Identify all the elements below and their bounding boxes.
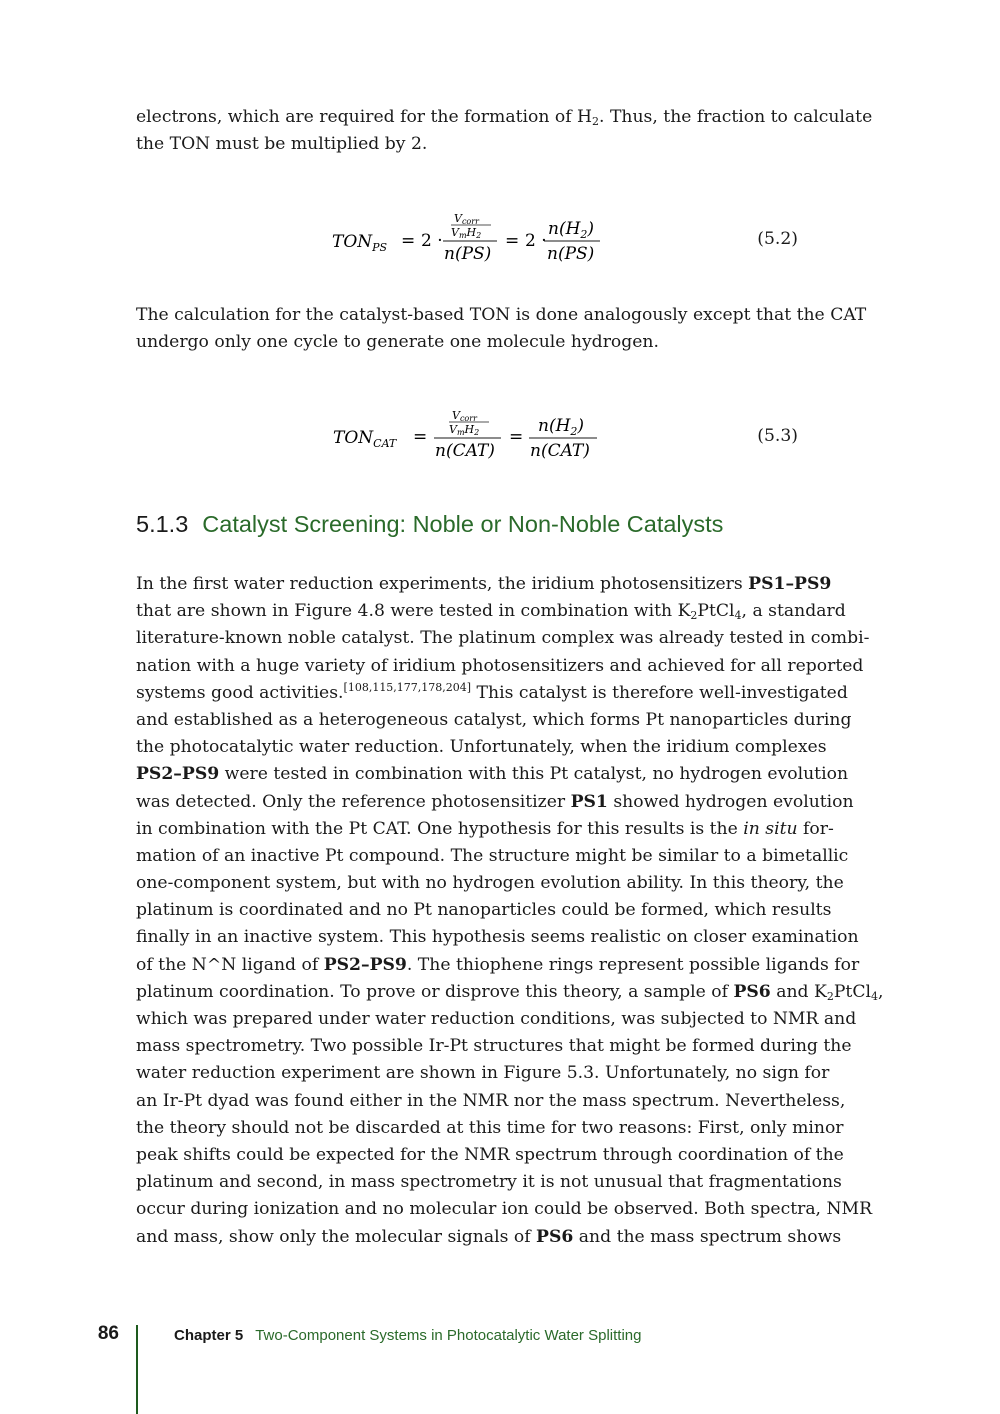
- text-line: peak shifts could be expected for the NMR spectrum through coordination of the: [136, 1144, 844, 1165]
- text-line: finally in an inactive system. This hypothesis seems realistic on closer examination: [136, 927, 859, 948]
- text-line: of the N^N ligand of PS2–PS9. The thiophene rings represent possible ligands for: [136, 954, 860, 975]
- middle-paragraph: [136, 302, 867, 356]
- eq-lhs: $TON_{CAT}$: [333, 428, 397, 450]
- eq-small-den: VmH2: [451, 226, 482, 240]
- eq-sign-2: =: [505, 231, 520, 251]
- equation-ton-ps-formula: [136, 205, 656, 275]
- text-line: platinum coordination. To prove or disprove this theory, a sample of PS6 and $K_2PtCl_4$,: [136, 981, 884, 1003]
- text-line: the photocatalytic water reduction. Unfortunately, when the iridium complexes: [136, 737, 827, 758]
- text-line: undergo only one cycle to generate one molecule hydrogen.: [136, 332, 659, 353]
- equation-ton-ps: [136, 205, 798, 275]
- text-line: electrons, which are required for the formation of $H_2$. Thus, the fraction to calculate: [136, 107, 873, 128]
- eq-small-den: VmH2: [449, 423, 480, 437]
- page-number: 86: [97, 1323, 119, 1344]
- main-paragraph: [136, 571, 884, 1251]
- text-line: and mass, show only the molecular signals of PS6 and the mass spectrum shows: [136, 1226, 842, 1247]
- text-line: the TON must be multiplied by 2.: [136, 134, 428, 155]
- text-line: literature-known noble catalyst. The platinum complex was already tested in combi-: [136, 628, 870, 649]
- eq-small-num: Vcorr: [452, 409, 477, 423]
- eq-rhs-den: n(CAT): [530, 441, 590, 461]
- text-line: The calculation for the catalyst-based TON is done analogously except that the CAT: [136, 305, 867, 325]
- running-head: [174, 1327, 641, 1344]
- text-line: occur during ionization and no molecular ion could be observed. Both spectra, NMR: [136, 1199, 873, 1220]
- eq-denominator: n(PS): [444, 244, 492, 264]
- text-line: systems good activities.[108,115,177,178,204] This catalyst is therefore well-investigated: [136, 680, 848, 703]
- eq-rhs-den: n(PS): [547, 244, 595, 264]
- eq-lhs: $TON_{PS}$: [332, 232, 388, 254]
- eq-small-num: Vcorr: [454, 212, 479, 226]
- chapter-title: Two-Component Systems in Photocatalytic Water Splitting: [255, 1327, 642, 1344]
- intro-paragraph: [136, 104, 873, 158]
- eq-rhs-num: $n(H_2)$: [548, 219, 595, 241]
- text-line: PS2–PS9 were tested in combination with this Pt catalyst, no hydrogen evolution: [136, 764, 849, 785]
- eq-factor: 2 ·: [421, 231, 443, 251]
- chapter-label: Chapter 5: [174, 1327, 244, 1344]
- text-line: mation of an inactive Pt compound. The structure might be similar to a bimetallic: [136, 845, 849, 866]
- text-line: platinum is coordinated and no Pt nanoparticles could be formed, which results: [136, 900, 832, 921]
- eq-rhs-num: $n(H_2)$: [538, 416, 585, 438]
- eq-sign: =: [413, 427, 428, 447]
- text-line: in combination with the Pt CAT. One hypothesis for this results is the in situ for-: [136, 818, 834, 839]
- equation-ton-cat-formula: [136, 402, 656, 472]
- text-line: In the first water reduction experiments, the iridium photosensitizers PS1–PS9: [136, 574, 832, 594]
- equation-number: (5.3): [757, 426, 798, 446]
- citation: [108,115,177,178,204]: [343, 680, 472, 694]
- text-line: which was prepared under water reduction conditions, was subjected to NMR and: [136, 1009, 857, 1029]
- section-title: Catalyst Screening: Noble or Non-Noble Catalysts: [202, 511, 724, 537]
- text-line: was detected. Only the reference photosensitizer PS1 showed hydrogen evolution: [136, 791, 854, 812]
- text-line: one-component system, but with no hydrogen evolution ability. In this theory, the: [136, 873, 844, 894]
- equation-number: (5.2): [757, 229, 798, 249]
- text-line: and established as a heterogeneous catalyst, which forms Pt nanoparticles during: [136, 709, 852, 730]
- text-line: that are shown in Figure 4.8 were tested in combination with $K_2PtCl_4$, a standard: [136, 601, 846, 623]
- section-heading: [136, 508, 723, 540]
- eq-denominator: n(CAT): [435, 441, 495, 461]
- text-line: nation with a huge variety of iridium photosensitizers and achieved for all reported: [136, 655, 864, 676]
- section-number: 5.1.3: [136, 511, 189, 537]
- text-line: the theory should not be discarded at this time for two reasons: First, only minor: [136, 1117, 844, 1138]
- footer-rule: [136, 1325, 138, 1414]
- eq-sign: =: [401, 231, 416, 251]
- text-line: an Ir-Pt dyad was found either in the NMR nor the mass spectrum. Nevertheless,: [136, 1090, 846, 1111]
- text-line: water reduction experiment are shown in Figure 5.3. Unfortunately, no sign for: [136, 1063, 830, 1084]
- equation-ton-cat: [136, 402, 798, 472]
- eq-factor-2: 2 ·: [525, 231, 547, 251]
- text-line: mass spectrometry. Two possible Ir-Pt structures that might be formed during the: [136, 1036, 852, 1057]
- eq-sign-2: =: [509, 427, 524, 447]
- text-line: platinum and second, in mass spectrometry it is not unusual that fragmentations: [136, 1172, 842, 1193]
